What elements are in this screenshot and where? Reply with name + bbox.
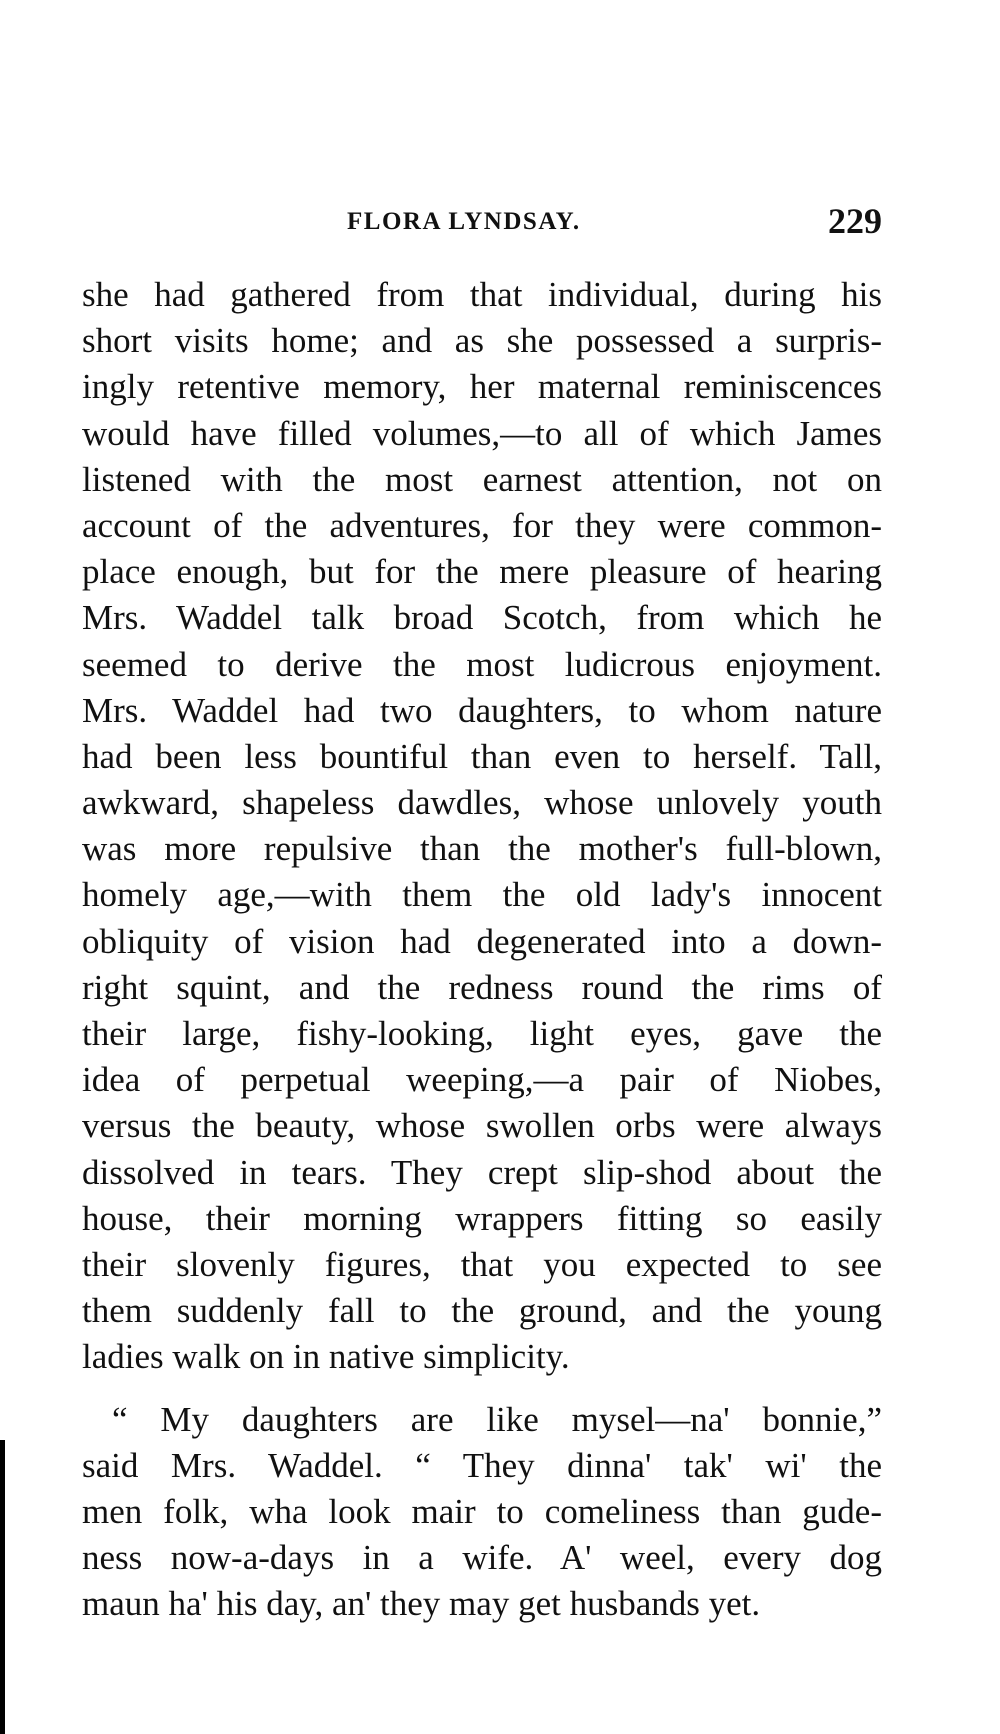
text-line: ladies walk on in native simplicity. [82, 1337, 570, 1377]
text-line: Mrs. Waddel had two daughters, to whom nature [82, 690, 882, 730]
text-line: “ My daughters are like mysel—na' bonnie,” [112, 1399, 882, 1439]
text-line: short visits home; and as she possessed a surpris- [82, 321, 882, 361]
page-edge-shadow [0, 1440, 5, 1734]
text-line: them suddenly fall to the ground, and the young [82, 1291, 882, 1331]
text-line: homely age,—with them the old lady's innocent [82, 875, 882, 915]
paragraph-1 [82, 272, 882, 1381]
text-line: house, their morning wrappers fitting so easily [82, 1198, 882, 1238]
text-line: obliquity of vision had degenerated into a down- [82, 921, 882, 961]
text-line: Mrs. Waddel talk broad Scotch, from which he [82, 598, 882, 638]
paragraph-gap [82, 1381, 882, 1397]
running-title: FLORA LYNDSAY. [347, 208, 581, 235]
text-line: men folk, wha look mair to comeliness than gude- [82, 1491, 882, 1531]
body-text [82, 272, 882, 1627]
text-line: their slovenly figures, that you expected to see [82, 1244, 882, 1284]
text-line: awkward, shapeless dawdles, whose unlovely youth [82, 783, 882, 823]
text-line: had been less bountiful than even to herself. Tall, [82, 736, 882, 776]
text-line: she had gathered from that individual, during his [82, 275, 882, 314]
text-line: account of the adventures, for they were common- [82, 505, 882, 545]
text-line: seemed to derive the most ludicrous enjoyment. [82, 644, 882, 684]
text-line: ingly retentive memory, her maternal reminiscences [82, 367, 882, 407]
page-header [82, 200, 882, 250]
text-line: versus the beauty, whose swollen orbs were always [82, 1106, 882, 1146]
text-line: would have filled volumes,—to all of which James [82, 413, 882, 453]
paragraph-2 [82, 1397, 882, 1628]
text-line: dissolved in tears. They crept slip-shod about the [82, 1152, 882, 1192]
text-line: their large, fishy-looking, light eyes, gave the [82, 1014, 882, 1053]
text-line: ness now-a-days in a wife. A' weel, every dog [82, 1538, 882, 1578]
page-number: 229 [828, 201, 882, 241]
text-line: listened with the most earnest attention, not on [82, 459, 882, 499]
text-line: maun ha' his day, an' they may get husbands yet. [82, 1584, 761, 1624]
text-line: place enough, but for the mere pleasure of hearing [82, 552, 882, 592]
text-line: right squint, and the redness round the rims of [82, 967, 882, 1007]
text-line: idea of perpetual weeping,—a pair of Niobes, [82, 1060, 882, 1100]
text-line: was more repulsive than the mother's full-blown, [82, 829, 882, 869]
text-line: said Mrs. Waddel. “ They dinna' tak' wi' the [82, 1445, 882, 1485]
